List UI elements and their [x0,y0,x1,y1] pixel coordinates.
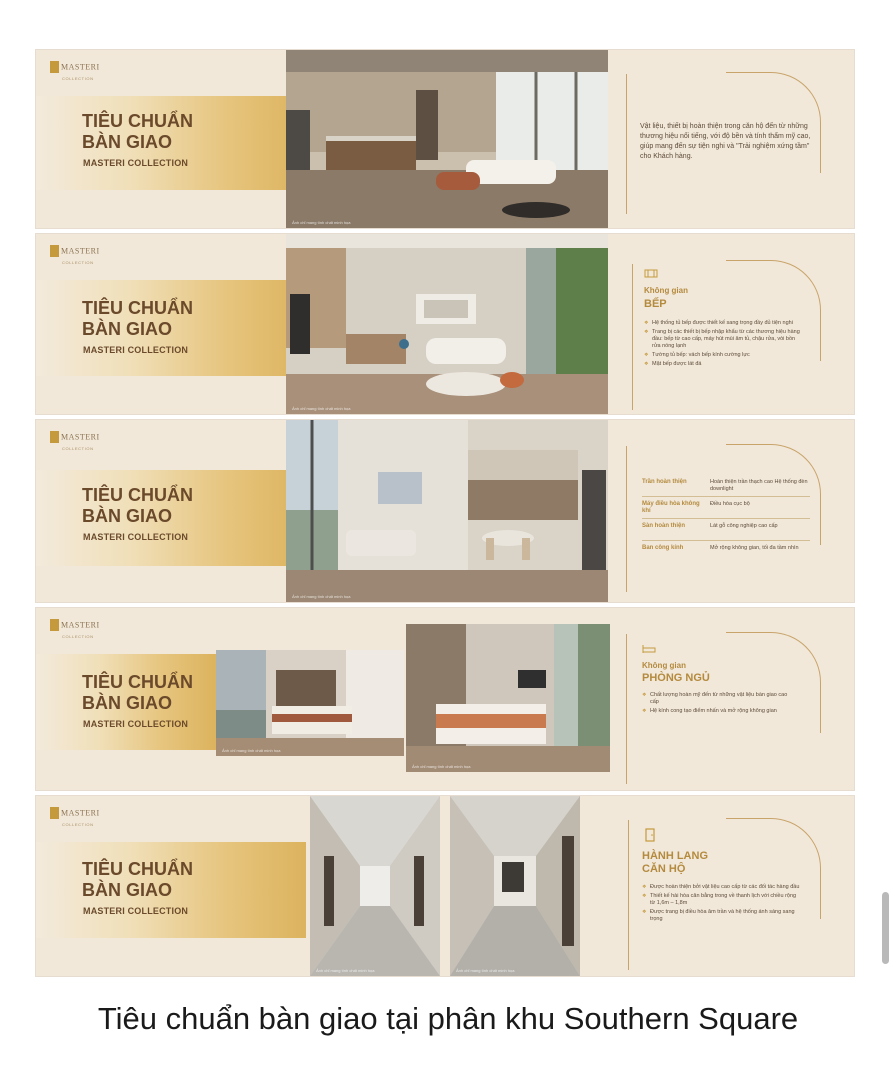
list-item: ❖ Được hoàn thiện bởi vật liệu cao cấp từ các đối tác hàng đầu [642,884,802,891]
decorative-arc [726,632,821,733]
logo-mark-icon [50,619,59,631]
bed-icon [642,644,656,654]
panel-bedroom [36,608,854,790]
living-room-illustration [286,50,608,228]
panel-subtitle: MASTERI COLLECTION [83,906,189,916]
logo-mark-icon [50,807,59,819]
panel-title: TIÊU CHUẨN BÀN GIAO [82,485,193,526]
page-caption: Tiêu chuẩn bàn giao tại phân khu Southern Square [97,1001,799,1036]
brand-logo: MASTERI COLLECTION [50,242,100,265]
spec-row: Máy điều hòa không khí Điều hòa cục bộ [642,498,810,519]
corridor-illustration-right [450,796,580,976]
list-item: ❖ Thiết kế hài hòa cân bằng trong về thanh lịch với chiều rộng từ 1,6m – 1,8m [642,893,802,907]
corridor-illustration-left [310,796,440,976]
spec-row: Sàn hoàn thiện Lát gỗ công nghiệp cao cấp [642,520,810,541]
brand-logo: MASTERI COLLECTION [50,616,100,639]
photo-caption: Ảnh chỉ mang tính chất minh họa [292,406,351,411]
list-item: ❖ Tường tủ bếp: vách bếp kính cường lực [644,352,804,359]
feature-list [642,884,802,925]
dining-illustration [286,420,608,602]
bedroom-photo-large [406,624,610,772]
brand-logo: MASTERI COLLECTION [50,804,100,827]
panel-title: TIÊU CHUẨN BÀN GIAO [82,111,193,152]
brand-logo: MASTERI COLLECTION [50,428,100,451]
feature-list [642,692,792,717]
list-item: ❖ Hệ kính cong tạo điểm nhấn và mở rộng không gian [642,708,792,715]
intro-text: Vật liệu, thiết bị hoàn thiện trong căn hộ đến từ những thương hiệu nổi tiếng, với độ bền và tính thẩm mỹ cao, giúp mang đến sự tiện nghi và "Trải nghiệm xứng tầm" cho Khách hàng. [640,123,811,160]
list-item: ❖ Được trang bị điều hòa âm trần và hệ thống ánh sáng sang trọng [642,909,802,923]
photo-caption: Ảnh chỉ mang tính chất minh họa [316,968,375,973]
decorative-line [632,264,633,410]
panel-corridor [36,796,854,976]
panel-overview [36,50,854,228]
photo-caption: Ảnh chỉ mang tính chất minh họa [456,968,515,973]
bedroom-photo-small [216,650,404,756]
dining-photo [286,420,608,602]
spec-row: Trần hoàn thiện Hoàn thiện trần thạch cao Hệ thống đèn downlight [642,476,810,497]
photo-caption: Ảnh chỉ mang tính chất minh họa [222,748,281,753]
corridor-photo-right [450,796,580,976]
bedroom-illustration-small [216,650,404,756]
list-item: ❖ Mặt bếp được lát đá [644,361,804,368]
spec-table [642,476,822,566]
room-title: BẾP [644,298,667,310]
kitchen-photo [286,234,608,414]
decorative-line [628,820,629,970]
decorative-line [626,74,627,214]
panel-title: TIÊU CHUẨN BÀN GIAO [82,672,193,713]
logo-mark-icon [50,61,59,73]
room-title: HÀNH LANG CĂN HỘ [642,850,708,875]
panel-subtitle: MASTERI COLLECTION [83,345,189,355]
decorative-line [626,446,627,592]
room-label: Không gian [642,661,686,670]
corridor-photo-left [310,796,440,976]
panel-specs [36,420,854,602]
scrollbar-thumb[interactable] [882,892,889,964]
living-room-photo [286,50,608,228]
list-item: ❖ Chất lượng hoàn mỹ đến từ những vật liệu bàn giao cao cấp [642,692,792,706]
door-icon [644,828,656,842]
panel-subtitle: MASTERI COLLECTION [83,158,189,168]
panel-subtitle: MASTERI COLLECTION [83,719,189,729]
bedroom-illustration-large [406,624,610,772]
feature-list [644,320,804,370]
list-item: ❖ Hệ thống tủ bếp được thiết kế sang trọng đầy đủ tiện nghi [644,320,804,327]
panel-title: TIÊU CHUẨN BÀN GIAO [82,859,193,900]
photo-caption: Ảnh chỉ mang tính chất minh họa [292,220,351,225]
decorative-line [626,634,627,784]
logo-mark-icon [50,245,59,257]
room-title: PHÒNG NGỦ [642,672,710,684]
photo-caption: Ảnh chỉ mang tính chất minh họa [292,594,351,599]
spec-row: Ban công kính Mở rộng không gian, tối đa tầm nhìn [642,545,799,551]
kitchen-icon [644,268,658,278]
panel-kitchen [36,234,854,414]
photo-caption: Ảnh chỉ mang tính chất minh họa [412,764,471,769]
logo-mark-icon [50,431,59,443]
panel-title: TIÊU CHUẨN BÀN GIAO [82,298,193,339]
panel-subtitle: MASTERI COLLECTION [83,532,189,542]
room-label: Không gian [644,286,688,295]
kitchen-illustration [286,234,608,414]
brand-logo: MASTERI COLLECTION [50,58,100,81]
list-item: ❖ Trang bị các thiết bị bếp nhập khẩu từ các thương hiệu hàng đầu: bếp từ cao cấp, máy hút mùi âm tủ, chậu rửa, vòi bồn rửa nóng lạnh [644,329,804,350]
